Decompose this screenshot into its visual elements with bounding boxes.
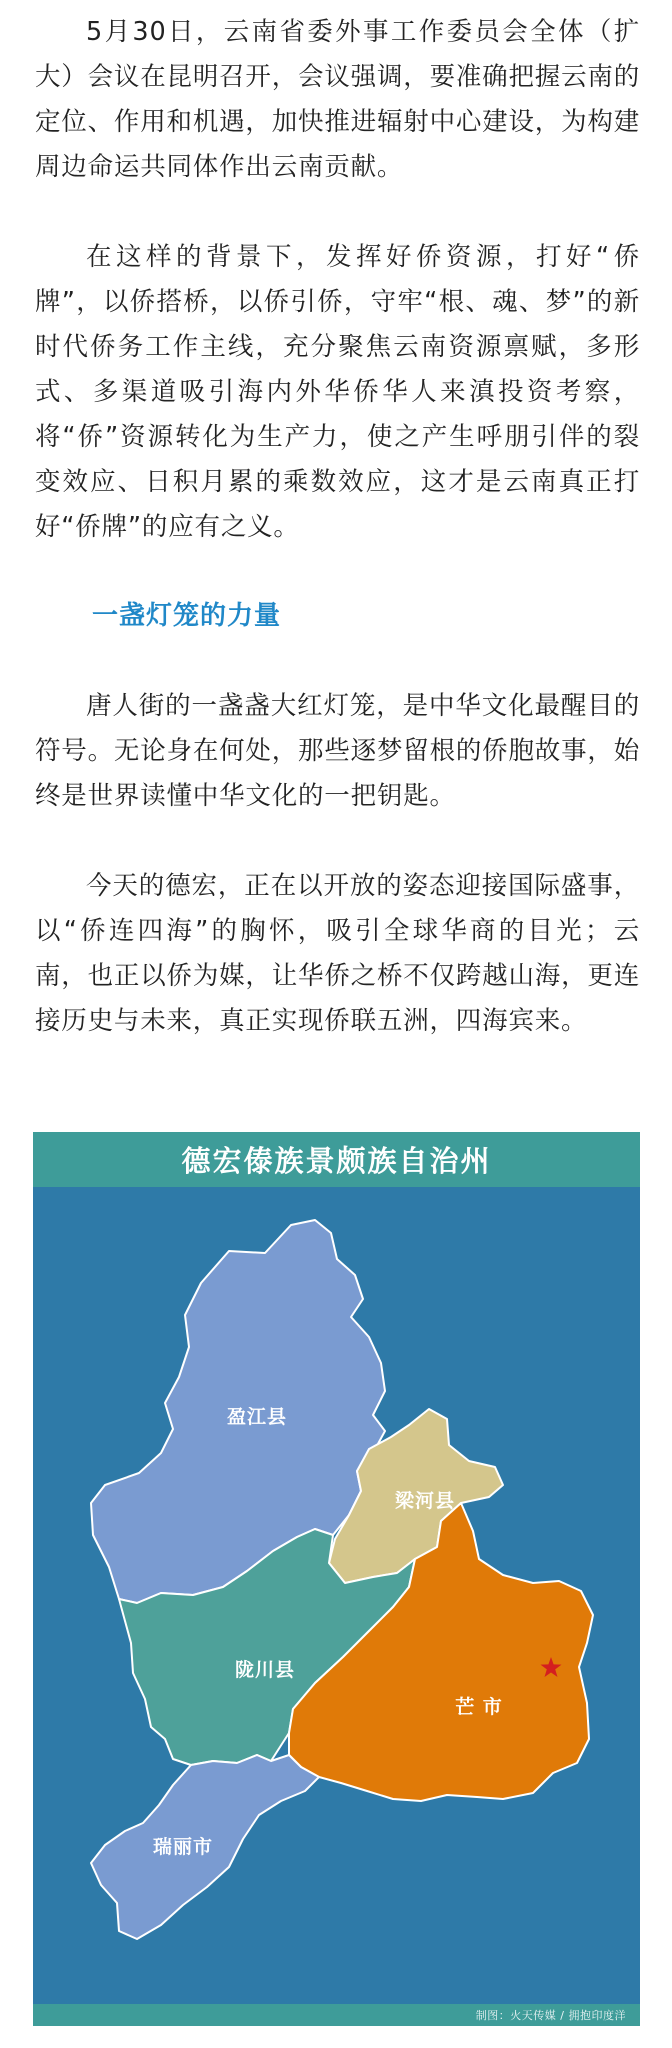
label-lianghe: 梁河县 <box>394 1490 456 1512</box>
label-ruili: 瑞丽市 <box>152 1836 214 1858</box>
map-title: 德宏傣族景颇族自治州 <box>181 1144 492 1178</box>
label-mangshi: 芒 市 <box>455 1696 503 1718</box>
paragraph-3: 唐人街的一盏盏大红灯笼，是中华文化最醒目的符号。无论身在何处，那些逐梦留根的侨胞故事，始终是世界读懂中华文化的一把钥匙。 <box>35 691 640 811</box>
map-footer <box>33 2004 640 2026</box>
label-longchuan: 陇川县 <box>234 1659 296 1681</box>
dehong-map-figure <box>33 1132 640 2026</box>
map-title-bar <box>33 1132 640 1187</box>
label-yingjiang: 盈江县 <box>226 1406 288 1428</box>
section-heading: 一盏灯笼的力量 <box>92 601 282 631</box>
article-body-part-1 <box>35 10 640 550</box>
paragraph-1: 5月30日，云南省委外事工作委员会全体（扩大）会议在昆明召开，会议强调，要准确把握云南的定位、作用和机遇，加快推进辐射中心建设，为构建周边命运共同体作出云南贡献。 <box>35 17 640 182</box>
map-credit: 制图：火天传媒 / 拥抱印度洋 <box>475 2009 626 2022</box>
article-body-part-2 <box>35 684 640 1044</box>
paragraph-4: 今天的德宏，正在以开放的姿态迎接国际盛事，以“侨连四海”的胸怀，吸引全球华商的目光；云南，也正以侨为媒，让华侨之桥不仅跨越山海，更连接历史与未来，真正实现侨联五洲，四海宾来。 <box>35 871 640 1036</box>
map-graphic <box>33 1187 640 2004</box>
paragraph-2: 在这样的背景下，发挥好侨资源，打好“侨牌”，以侨搭桥，以侨引侨，守牢“根、魂、梦”的新时代侨务工作主线，充分聚焦云南资源禀赋，多形式、多渠道吸引海内外华侨华人来滇投资考察，将“侨”资源转化为生产力，使之产生呼朋引伴的裂变效应、日积月累的乘数效应，这才是云南真正打好“侨牌”的应有之义。 <box>35 242 640 542</box>
